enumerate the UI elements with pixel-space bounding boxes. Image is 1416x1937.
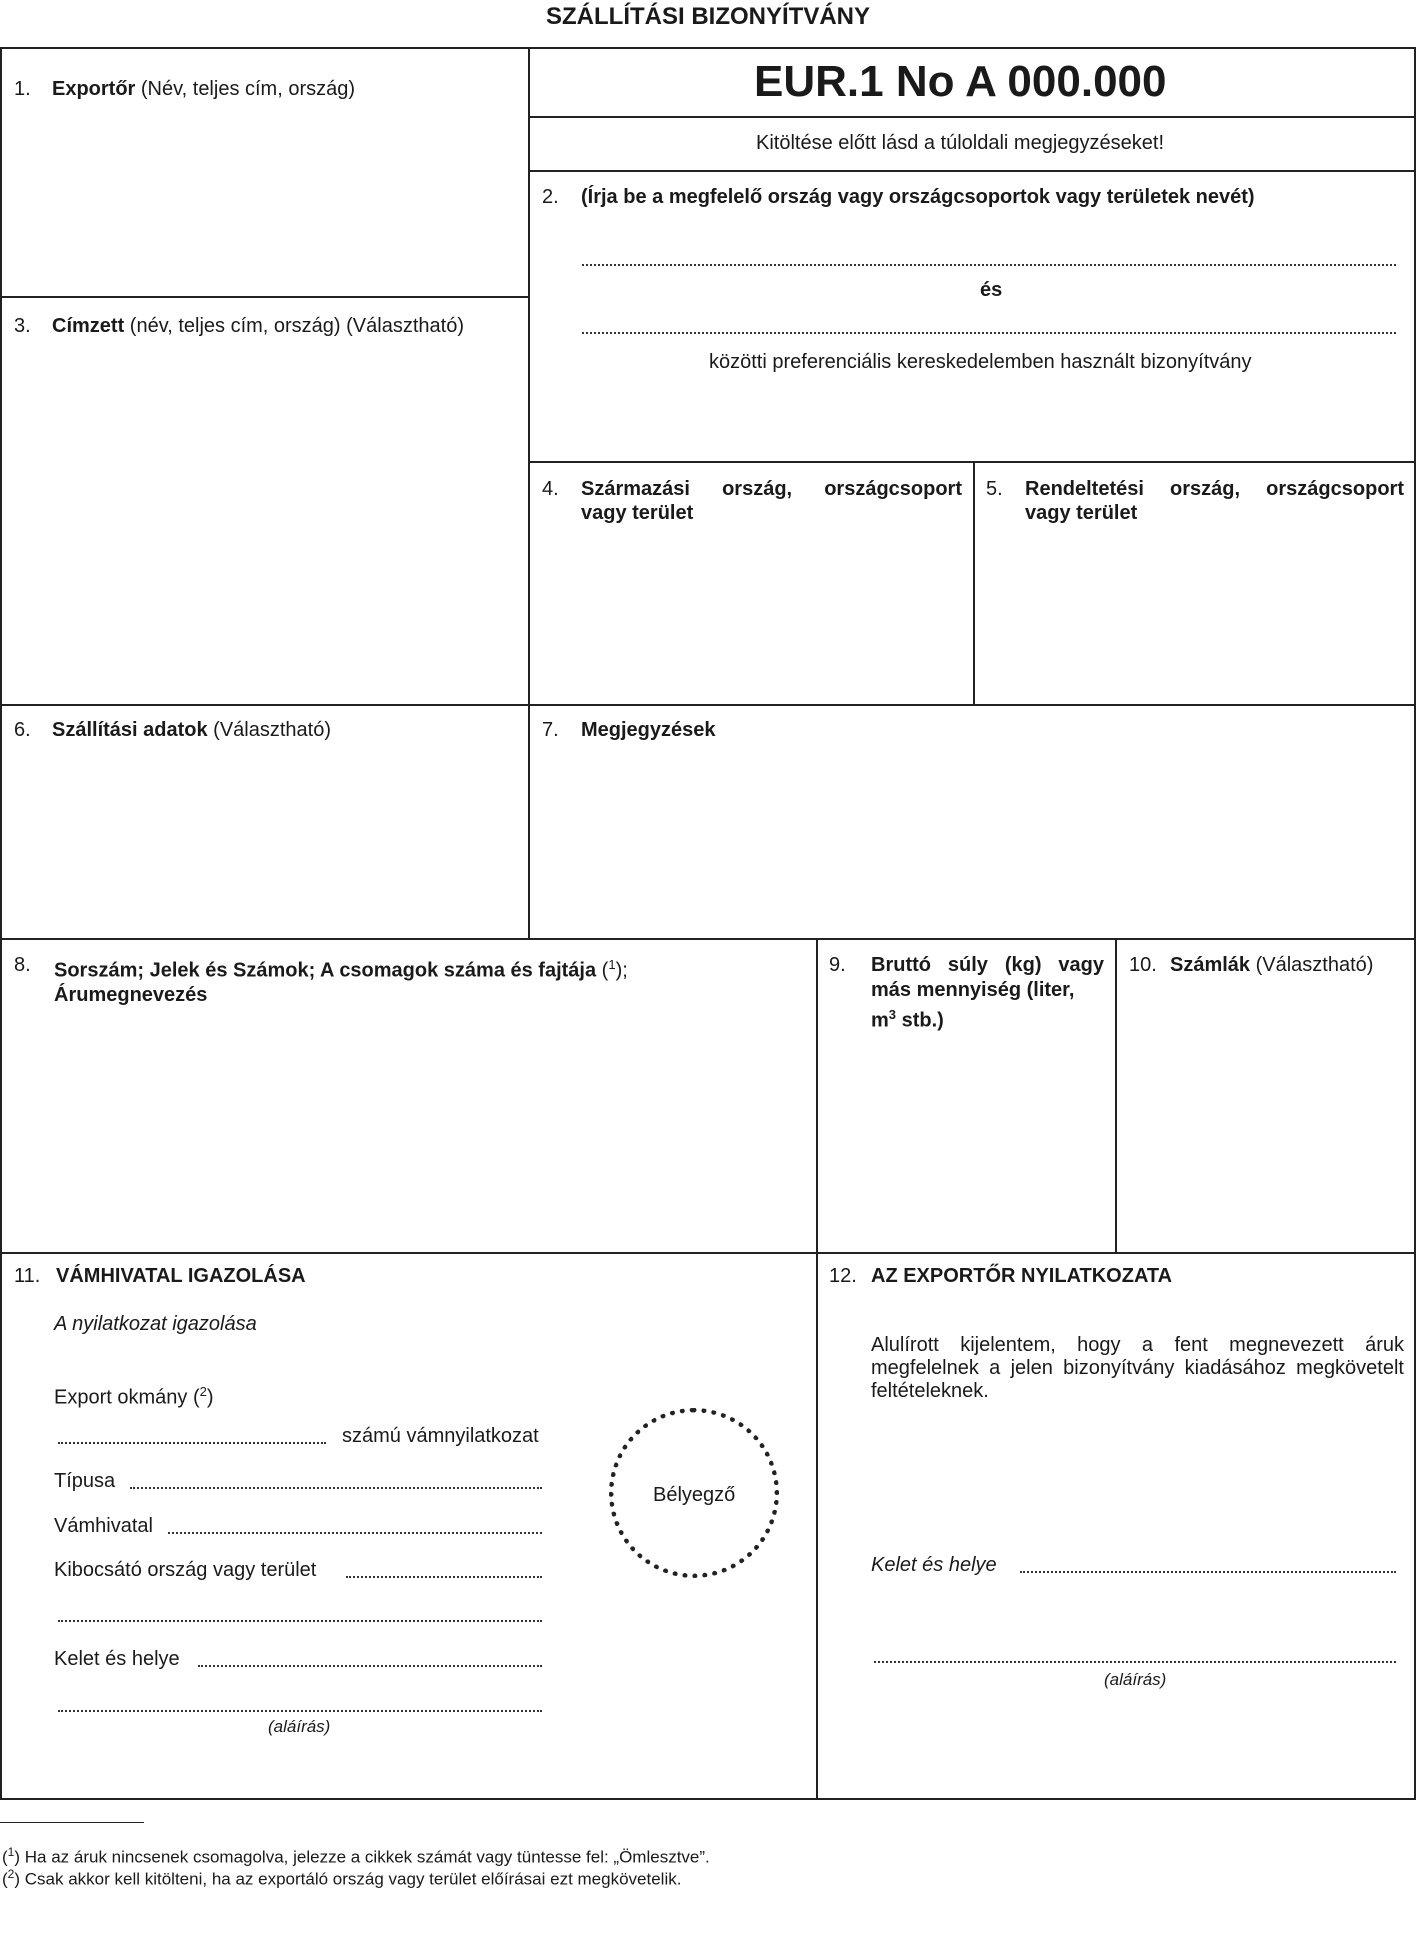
box-9-number: 9. [829, 954, 846, 976]
box-1-number: 1. [14, 78, 31, 100]
box-11-number: 11. [14, 1265, 41, 1287]
box-4-line1: Származási ország, országcsoport [581, 478, 962, 500]
box-2-and: és [980, 279, 1003, 301]
box-2-number: 2. [542, 186, 559, 208]
box-4-line2: vagy terület [581, 502, 694, 524]
box-11-export-doc: Export okmány ($^2$) [54, 1384, 214, 1409]
box-9-line2: más mennyiség (liter, [871, 979, 1075, 1001]
box-11-office: Vámhivatal [54, 1515, 153, 1537]
box-8-line2: Árumegnevezés [54, 984, 208, 1006]
box-10-number: 10. [1129, 954, 1157, 976]
box-5-line1: Rendeltetési ország, országcsoport [1025, 478, 1404, 500]
box-11-date-place: Kelet és helye [54, 1648, 180, 1670]
box-11-issuing-line-2[interactable] [58, 1620, 542, 1622]
box-12-signature: (aláírás) [1104, 1670, 1167, 1689]
box-8-line1: Sorszám; Jelek és Számok; A csomagok száma és fajtája ($^1$); [54, 957, 628, 982]
footnote-separator [0, 1822, 144, 1823]
box-2-footer: közötti preferenciális kereskedelemben használt bizonyítvány [709, 351, 1252, 373]
box-2-label: (Írja be a megfelelő ország vagy országcsoportok vagy területek nevét) [581, 186, 1255, 208]
footnote-2: ($^2$) Csak akkor kell kitölteni, ha az exportáló ország vagy terület előírásai ezt megkövetelik. [2, 1867, 682, 1889]
box-3-number: 3. [14, 315, 31, 337]
box-11-signature-line[interactable] [58, 1710, 542, 1712]
box-6-number: 6. [14, 719, 31, 741]
box-11-declaration: számú vámnyilatkozat [342, 1425, 539, 1447]
box-11-type-line[interactable] [130, 1487, 542, 1489]
box-11-type: Típusa [54, 1470, 116, 1492]
box-11-declaration-number-line[interactable] [58, 1442, 326, 1444]
box-9-line1: Bruttó súly (kg) vagy [871, 954, 1104, 976]
box-10-label: Számlák (Választható) [1170, 954, 1374, 976]
box-9-line3: $m^3$ stb.) [871, 1007, 944, 1032]
box-5-number: 5. [986, 478, 1003, 500]
box-11-subtitle: A nyilatkozat igazolása [54, 1313, 257, 1335]
box-12-text: Alulírott kijelentem, hogy a fent megnevezett áruk megfelelnek a jelen bizonyítvány kiadásához megkövetelt feltételeknek. [871, 1334, 1404, 1402]
stamp-label: Bélyegző [653, 1484, 736, 1506]
box-1-label: Exportőr (Név, teljes cím, ország) [52, 78, 356, 100]
box-4-number: 4. [542, 478, 559, 500]
box-6-label: Szállítási adatok (Választható) [52, 719, 332, 741]
box-11-issuing: Kibocsátó ország vagy terület [54, 1559, 317, 1581]
box-12-date-place-line[interactable] [1020, 1571, 1396, 1573]
box-11-signature: (aláírás) [268, 1717, 331, 1736]
box-3-label: Címzett (név, teljes cím, ország) (Választható) [52, 315, 464, 337]
box-8-number: 8. [14, 954, 31, 976]
box-12-title: AZ EXPORTŐR NYILATKOZATA [871, 1265, 1173, 1287]
fill-instructions: Kitöltése előtt lásd a túloldali megjegyzéseket! [756, 132, 1165, 154]
box-11-office-line[interactable] [168, 1532, 542, 1534]
box-11-issuing-line[interactable] [346, 1576, 542, 1578]
box-11-title: VÁMHIVATAL IGAZOLÁSA [56, 1265, 306, 1287]
box-11-date-place-line[interactable] [198, 1665, 542, 1667]
form-title: SZÁLLÍTÁSI BIZONYÍTVÁNY [546, 3, 870, 30]
box-2-country-a-line[interactable] [582, 264, 1396, 266]
box-7-label: Megjegyzések [581, 719, 716, 741]
box-2-country-b-line[interactable] [582, 332, 1396, 334]
box-12-number: 12. [829, 1265, 857, 1287]
box-12-signature-line[interactable] [874, 1661, 1396, 1663]
box-12-date-place: Kelet és helye [871, 1554, 997, 1576]
certificate-number: EUR.1 No A 000.000 [754, 57, 1167, 106]
box-7-number: 7. [542, 719, 559, 741]
footnote-1: ($^1$) Ha az áruk nincsenek csomagolva, jelezze a cikkek számát vagy tüntesse fel: „Ömlesztve”. [2, 1845, 710, 1867]
box-5-line2: vagy terület [1025, 502, 1138, 524]
